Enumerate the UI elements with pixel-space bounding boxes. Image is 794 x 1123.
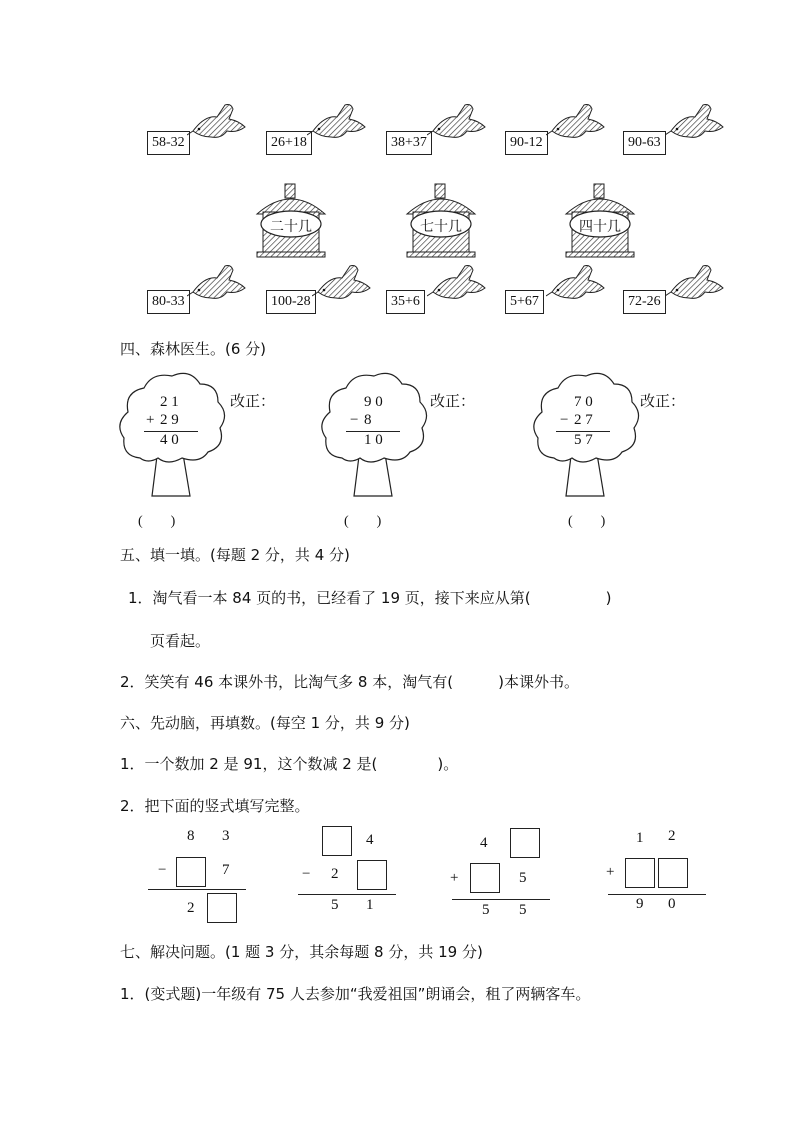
tree-1-top: 2 1 [160, 394, 179, 410]
tree-3-op: − [560, 412, 569, 428]
tree-3-result: 5 7 [574, 432, 593, 448]
section-5-q2: 2．笑笑有 46 本课外书，比淘气多 8 本，淘气有( )本课外书。 [120, 673, 579, 691]
v1-d: 2 [187, 900, 195, 916]
v1-a: 8 [187, 828, 195, 844]
v4-blank-1[interactable] [625, 858, 655, 888]
v4-c: 9 [636, 896, 644, 912]
v2-d: 1 [366, 897, 374, 913]
answer-paren-2[interactable]: ( ) [344, 514, 382, 529]
expr-box-5: 90-63 [623, 131, 666, 155]
v1-c: 7 [222, 862, 230, 878]
v1-blank-1[interactable] [176, 857, 206, 887]
bird-icon [312, 262, 372, 302]
answer-paren-3[interactable]: ( ) [568, 514, 606, 529]
fix-label-2: 改正： [430, 392, 476, 410]
section-6-title: 六、先动脑，再填数。(每空 1 分，共 9 分) [120, 714, 410, 732]
v1-blank-2[interactable] [207, 893, 237, 923]
v1-op: − [158, 862, 167, 878]
answer-paren-1[interactable]: ( ) [138, 514, 176, 529]
section-7-title: 七、解决问题。(1 题 3 分，其余每题 8 分，共 19 分) [120, 943, 483, 961]
bird-icon [546, 101, 606, 141]
v1-b: 3 [222, 828, 230, 844]
expr-box-10: 72-26 [623, 290, 666, 314]
tree-1-op: + [146, 412, 155, 428]
section-5-q1-line2: 页看起。 [150, 632, 211, 650]
section-6-q2: 2．把下面的竖式填写完整。 [120, 797, 310, 815]
expr-box-1: 58-32 [147, 131, 190, 155]
bird-icon [546, 262, 606, 302]
tree-2-second: 8 [364, 412, 372, 428]
bird-icon [187, 101, 247, 141]
bird-icon [665, 262, 725, 302]
section-4-title: 四、森林医生。(6 分) [120, 340, 267, 358]
expr-box-9: 5+67 [505, 290, 544, 314]
expr-box-2: 26+18 [266, 131, 312, 155]
house-2 [401, 180, 481, 260]
v2-c: 5 [331, 897, 339, 913]
v2-line [298, 894, 396, 895]
v3-blank-2[interactable] [470, 863, 500, 893]
bird-icon [427, 262, 487, 302]
v2-b: 2 [331, 866, 339, 882]
v2-op: − [302, 866, 311, 882]
tree-2-op: − [350, 412, 359, 428]
v3-d: 5 [519, 902, 527, 918]
tree-3-top: 7 0 [574, 394, 593, 410]
v4-blank-2[interactable] [658, 858, 688, 888]
v2-blank-2[interactable] [357, 860, 387, 890]
v2-blank-1[interactable] [322, 826, 352, 856]
house-label: 四十几 [579, 219, 621, 235]
bird-icon [665, 101, 725, 141]
section-6-q1: 1．一个数加 2 是 91，这个数减 2 是( )。 [120, 755, 459, 773]
tree-1-second: 2 9 [160, 412, 179, 428]
v4-line [608, 894, 706, 895]
v4-b: 2 [668, 828, 676, 844]
bird-icon [307, 101, 367, 141]
v3-b: 5 [519, 870, 527, 886]
fix-label-3: 改正： [640, 392, 686, 410]
tree-1-result: 4 0 [160, 432, 179, 448]
v3-line [452, 899, 550, 900]
expr-box-4: 90-12 [505, 131, 548, 155]
v3-op: + [450, 870, 459, 886]
section-5-title: 五、填一填。(每题 2 分，共 4 分) [120, 546, 350, 564]
section-7-q1: 1．(变式题)一年级有 75 人去参加“我爱祖国”朗诵会，租了两辆客车。 [120, 985, 591, 1003]
v2-a: 4 [366, 832, 374, 848]
expr-box-7: 100-28 [266, 290, 316, 314]
house-label: 二十几 [270, 219, 312, 235]
v4-d: 0 [668, 896, 676, 912]
section-5-q1-line1: 1．淘气看一本 84 页的书，已经看了 19 页，接下来应从第( ) [128, 589, 612, 607]
v1-line [148, 889, 246, 890]
house-3 [560, 180, 640, 260]
expr-box-3: 38+37 [386, 131, 432, 155]
tree-3-second: 2 7 [574, 412, 593, 428]
v3-c: 5 [482, 902, 490, 918]
v4-op: + [606, 864, 615, 880]
tree-2-result: 1 0 [364, 432, 383, 448]
house-label: 七十几 [420, 219, 462, 235]
bird-icon [187, 262, 247, 302]
tree-2-top: 9 0 [364, 394, 383, 410]
house-1 [251, 180, 331, 260]
v4-a: 1 [636, 830, 644, 846]
bird-icon [427, 101, 487, 141]
v3-blank-1[interactable] [510, 828, 540, 858]
expr-box-8: 35+6 [386, 290, 425, 314]
v3-a: 4 [480, 835, 488, 851]
expr-box-6: 80-33 [147, 290, 190, 314]
fix-label-1: 改正： [230, 392, 276, 410]
